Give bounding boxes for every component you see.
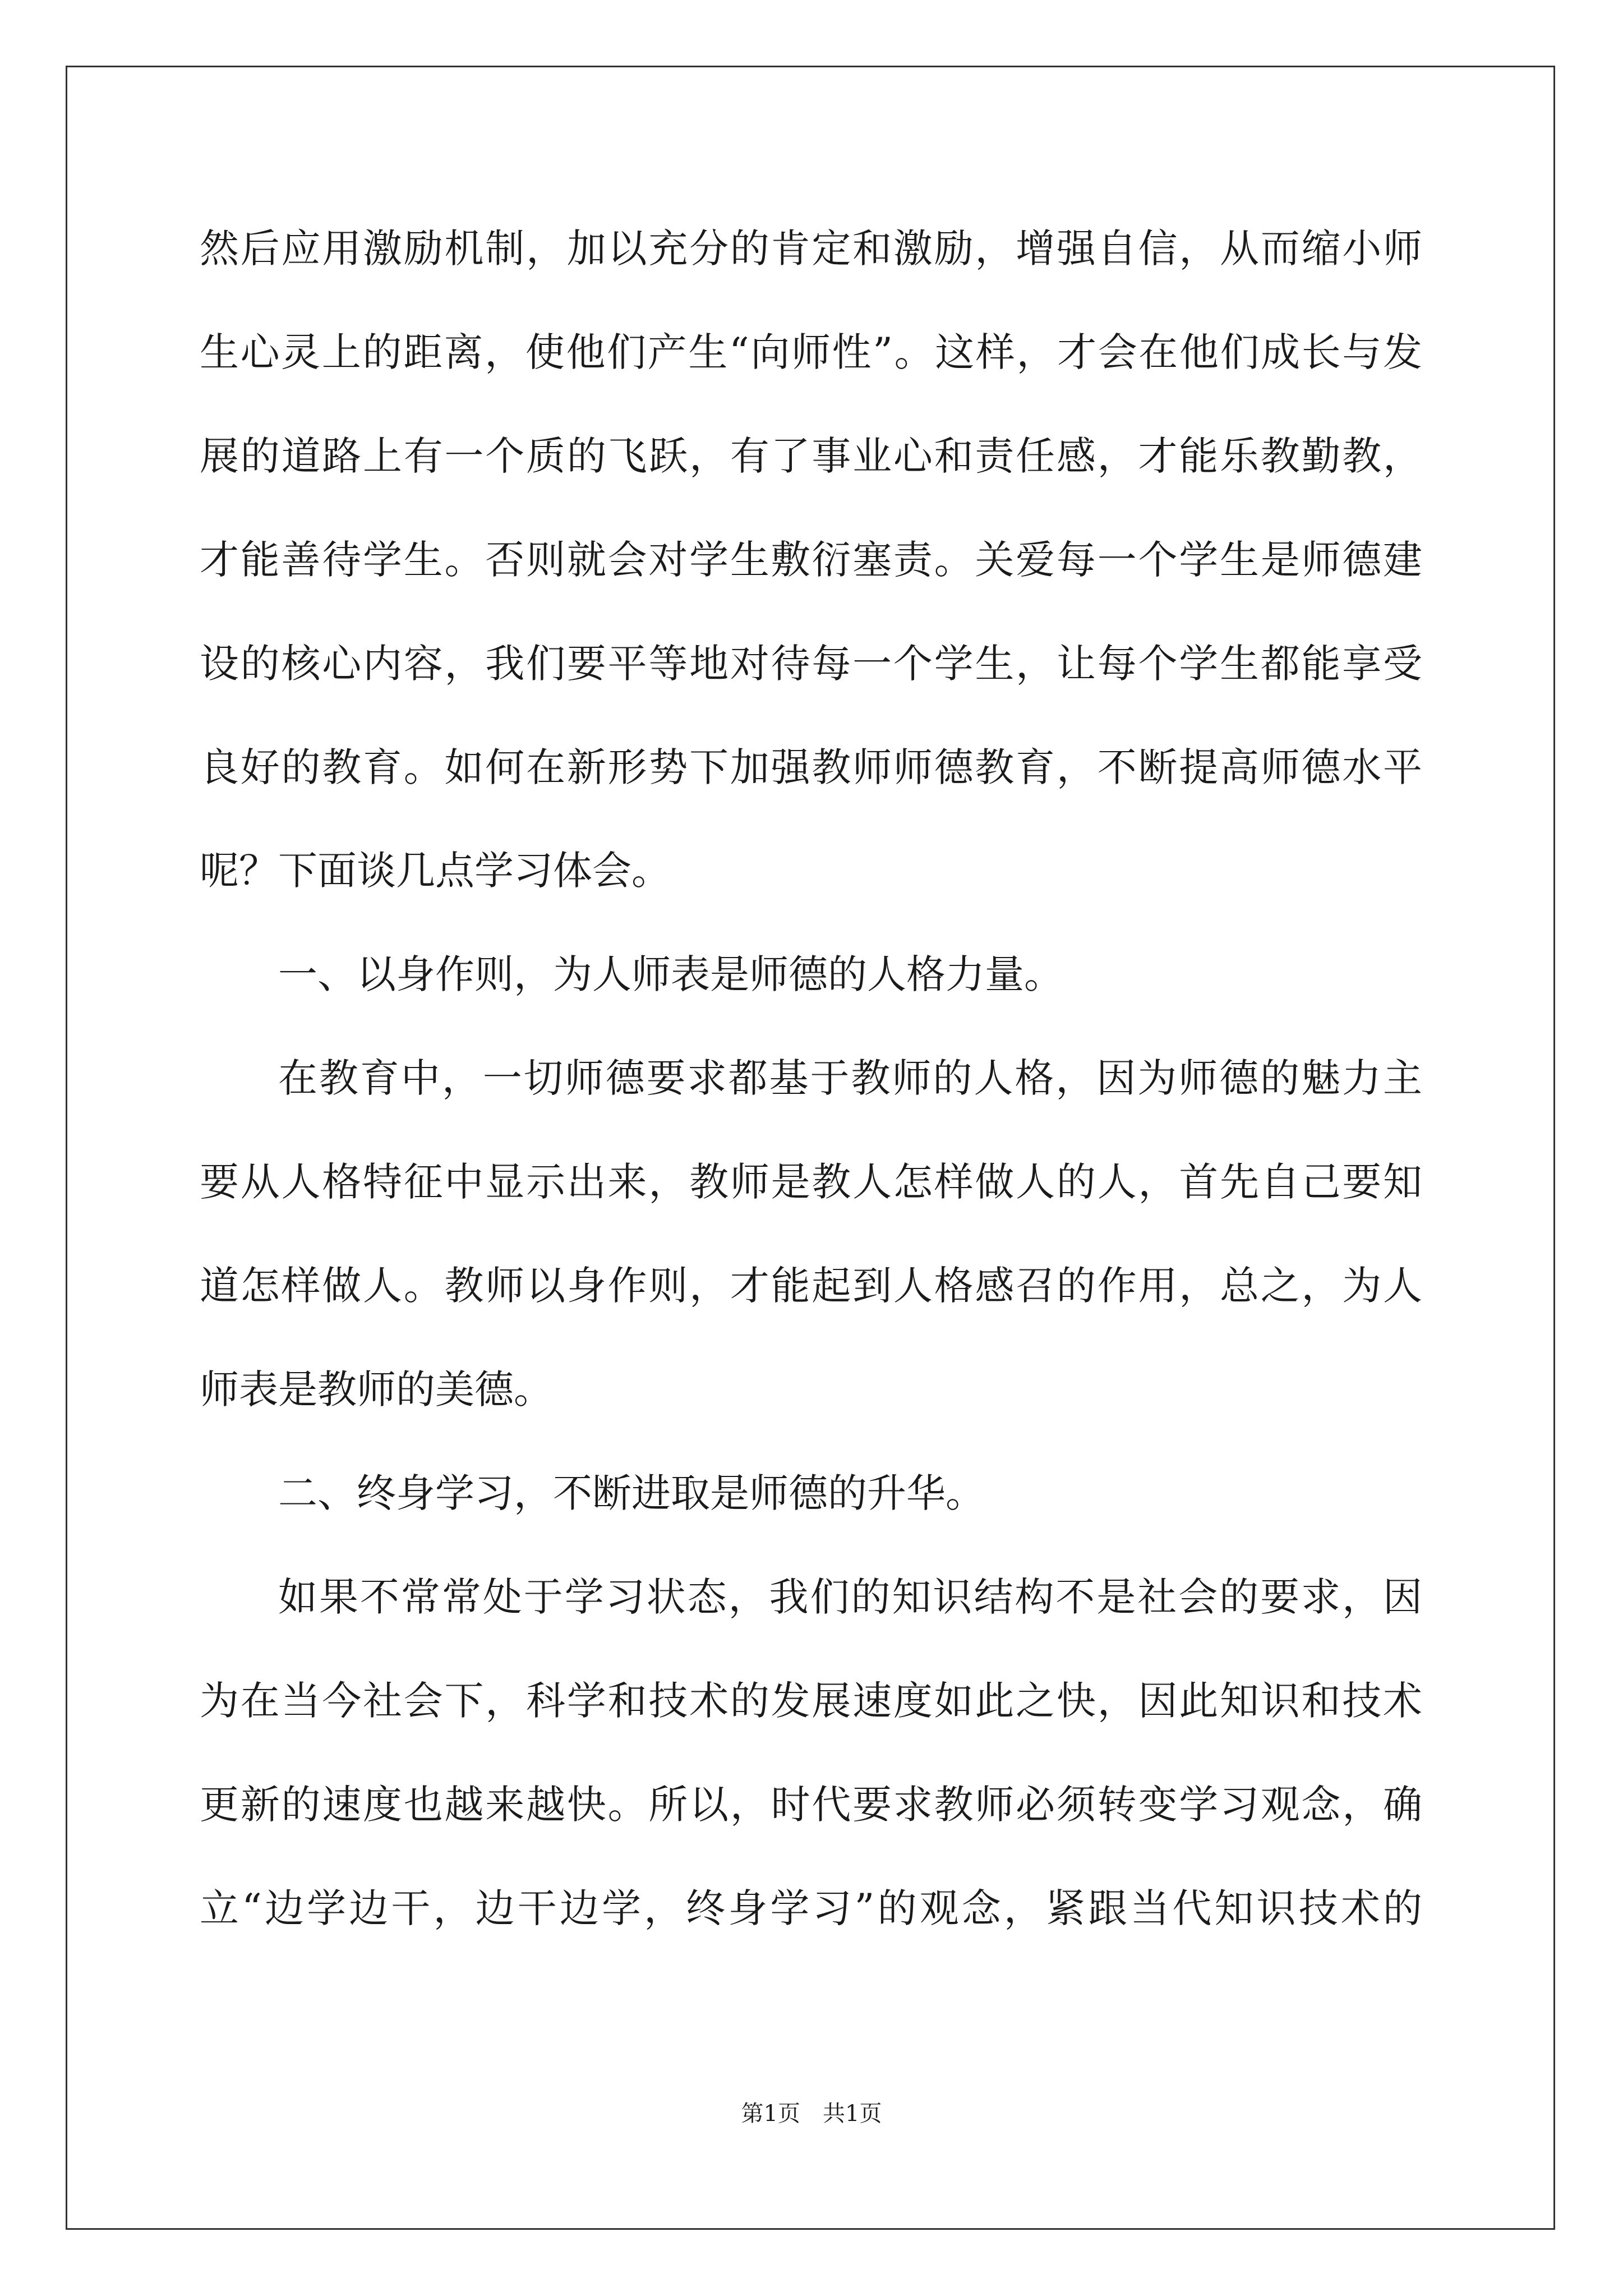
text-line: 才能善待学生。否则就会对学生敷衍塞责。关爱每一个学生是师德建 bbox=[200, 537, 1422, 583]
text-line: 然后应用激励机制，加以充分的肯定和激励，增强自信，从而缩小师 bbox=[200, 226, 1422, 272]
text-line: 为在当今社会下，科学和技术的发展速度如此之快，因此知识和技术 bbox=[200, 1678, 1422, 1724]
text-line: 设的核心内容，我们要平等地对待每一个学生，让每个学生都能享受 bbox=[200, 641, 1422, 687]
text-line: 如果不常常处于学习状态，我们的知识结构不是社会的要求，因 bbox=[278, 1574, 1422, 1620]
text-line: 展的道路上有一个质的飞跃，有了事业心和责任感，才能乐教勤教， bbox=[200, 433, 1422, 479]
text-line: 更新的速度也越来越快。所以，时代要求教师必须转变学习观念，确 bbox=[200, 1782, 1422, 1828]
section-heading: 一、以身作则，为人师表是师德的人格力量。 bbox=[278, 951, 1063, 997]
text-line: 要从人格特征中显示出来，教师是教人怎样做人的人，首先自己要知 bbox=[200, 1159, 1422, 1205]
text-line: 生心灵上的距离，使他们产生“向师性”。这样，才会在他们成长与发 bbox=[200, 329, 1422, 375]
text-line: 呢？下面谈几点学习体会。 bbox=[200, 848, 671, 894]
text-line: 师表是教师的美德。 bbox=[200, 1366, 553, 1412]
text-line: 立“边学边干，边干边学，终身学习”的观念，紧跟当代知识技术的 bbox=[200, 1885, 1422, 1931]
page-footer: 第1页 共1页 bbox=[741, 2101, 882, 2127]
text-line: 道怎样做人。教师以身作则，才能起到人格感召的作用，总之，为人 bbox=[200, 1263, 1422, 1309]
text-line: 良好的教育。如何在新形势下加强教师师德教育，不断提高师德水平 bbox=[200, 744, 1422, 790]
text-line: 在教育中，一切师德要求都基于教师的人格，因为师德的魅力主 bbox=[278, 1055, 1422, 1101]
section-heading: 二、终身学习，不断进取是师德的升华。 bbox=[278, 1470, 985, 1516]
